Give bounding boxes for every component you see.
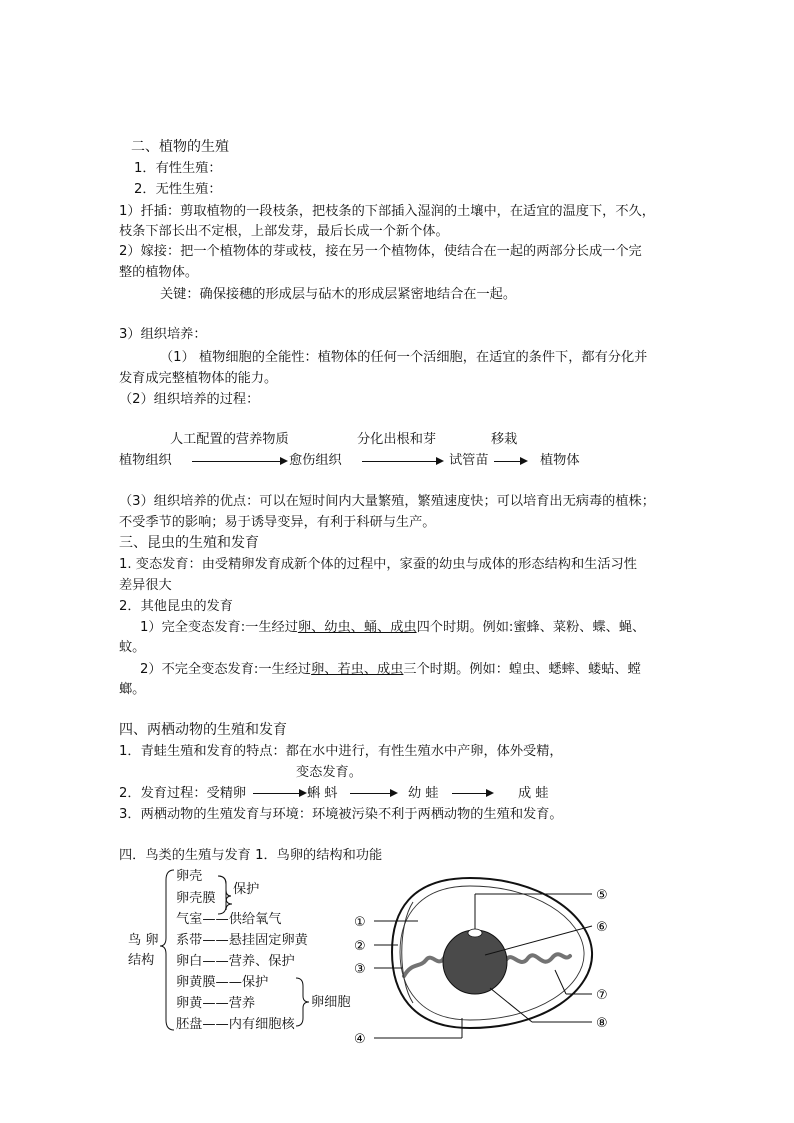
egg-protect-label: 保护 [233,882,260,897]
egg-label-2: ② [354,939,366,954]
flow-label-transplant: 移栽 [491,432,518,447]
egg-chalaza-right [506,954,570,962]
egg-label-5: ⑤ [596,888,608,903]
grafting-key: 关键：确保接穗的形成层与砧木的形成层紧密地结合在一起。 [160,287,517,302]
flow-arrow-1 [192,461,286,462]
flow-label-differentiate: 分化出根和芽 [357,432,437,447]
frog-process: 2．发育过程：受精卵 [119,786,247,801]
frog-environment: 3．两栖动物的生殖发育与环境：环境被污染不利于两栖动物的生殖和发育。 [119,807,563,822]
sexual-reproduction: 1．有性生殖： [134,161,222,176]
section-title-insect: 三、昆虫的生殖和发育 [119,535,259,551]
section-title-amphibian: 四、两栖动物的生殖和发育 [119,722,287,738]
flow-arrow-3 [494,461,526,462]
complete-metamorphosis-2: 蚊。 [119,640,146,655]
egg-item-air-cell: 气室——供给氧气 [176,912,282,927]
cutting-line2: 枝条下部长出不定根，上部发芽，最后长成一个新个体。 [119,224,449,239]
metamorphosis-line1: 1. 变态发育：由受精卵发育成新个体的过程中，家蚕的幼虫与成体的形态结构和生活习性 [119,557,637,572]
process-title: （2）组织培养的过程： [119,392,260,407]
egg-chalaza-left [404,958,444,976]
egg-item-chalaza: 系带——悬挂固定卵黄 [176,933,308,948]
egg-item-yolk: 卵黄——营养 [176,996,256,1011]
metamorphosis-line2: 差异很大 [119,578,172,593]
egg-label-8: ⑧ [596,1016,608,1031]
egg-cell-label: 卵细胞 [311,995,351,1010]
complete-metamorphosis: 1）完全变态发育:一生经过卵、幼虫、蛹、成虫四个时期。例如:蜜蜂、菜粉、蝶、蝇、 [140,620,646,635]
egg-root-2: 结构 [128,953,155,968]
frog-arrow-3 [452,793,492,794]
frog-young: 幼 蛙 [408,786,439,801]
incomplete-metamorphosis-2: 螂。 [119,682,146,697]
flow-node-plant: 植物体 [540,453,580,468]
frog-features-2: 变态发育。 [296,765,362,780]
egg-shell-outline [392,878,592,1028]
egg-root-1: 鸟 卵 [128,933,159,948]
advantages-line1: （3）组织培养的优点：可以在短时间内大量繁殖，繁殖速度快；可以培育出无病毒的植株； [119,494,655,509]
egg-label-6: ⑥ [596,920,608,935]
frog-arrow-2 [350,793,396,794]
asexual-reproduction: 2．无性生殖： [134,182,222,197]
egg-label-3: ③ [354,962,366,977]
egg-item-germinal-disc: 胚盘——内有细胞核 [176,1017,295,1032]
flow-label-nutrient: 人工配置的营养物质 [170,432,289,447]
section-title-plant: 二、植物的生殖 [131,139,229,155]
incomplete-metamorphosis: 2）不完全变态发育:一生经过卵、若虫、成虫三个时期。例如：蝗虫、蟋蟀、蝼蛄、螳 [140,662,641,677]
other-insects: 2．其他昆虫的发育 [119,599,233,614]
egg-item-shell: 卵壳 [176,869,203,884]
egg-label-4: ④ [354,1032,366,1047]
egg-label-1: ① [354,915,366,930]
egg-item-yolk-membrane: 卵黄膜——保护 [176,975,269,990]
section-title-bird: 四．鸟类的生殖与发育 1．鸟卵的结构和功能 [119,848,383,863]
egg-membrane-outline [400,886,584,1020]
grafting-line1: 2）嫁接：把一个植物体的芽或枝，接在另一个植物体，使结合在一起的两部分长成一个完 [119,244,642,259]
flow-arrow-2 [362,461,442,462]
egg-germinal-disc [468,929,482,937]
frog-arrow-1 [253,793,305,794]
egg-item-albumen: 卵白——营养、保护 [176,954,295,969]
flow-node-tissue: 植物组织 [119,453,172,468]
totipotency-line1: （1） 植物细胞的全能性：植物体的任何一个活细胞，在适宜的条件下，都有分化并 [160,350,648,365]
egg-air-cell [402,902,413,1003]
frog-features: 1．青蛙生殖和发育的特点：都在水中进行，有性生殖水中产卵，体外受精， [119,744,563,759]
totipotency-line2: 发育成完整植物体的能力。 [119,371,278,386]
tissue-culture-title: 3）组织培养： [119,327,207,342]
frog-adult: 成 蛙 [518,786,549,801]
egg-label-7: ⑦ [596,988,608,1003]
frog-tadpole: 蝌 蚪 [307,786,338,801]
grafting-line2: 整的植物体。 [119,265,199,280]
flow-node-callus: 愈伤组织 [289,453,342,468]
egg-yolk [443,930,507,994]
flow-node-seedling: 试管苗 [449,453,489,468]
egg-item-shell-membrane: 卵壳膜 [176,891,216,906]
cutting-line1: 1）扦插：剪取植物的一段枝条，把枝条的下部插入湿润的土壤中，在适宜的温度下，不久， [119,204,655,219]
advantages-line2: 不受季节的影响；易于诱导变异，有利于科研与生产。 [119,515,436,530]
